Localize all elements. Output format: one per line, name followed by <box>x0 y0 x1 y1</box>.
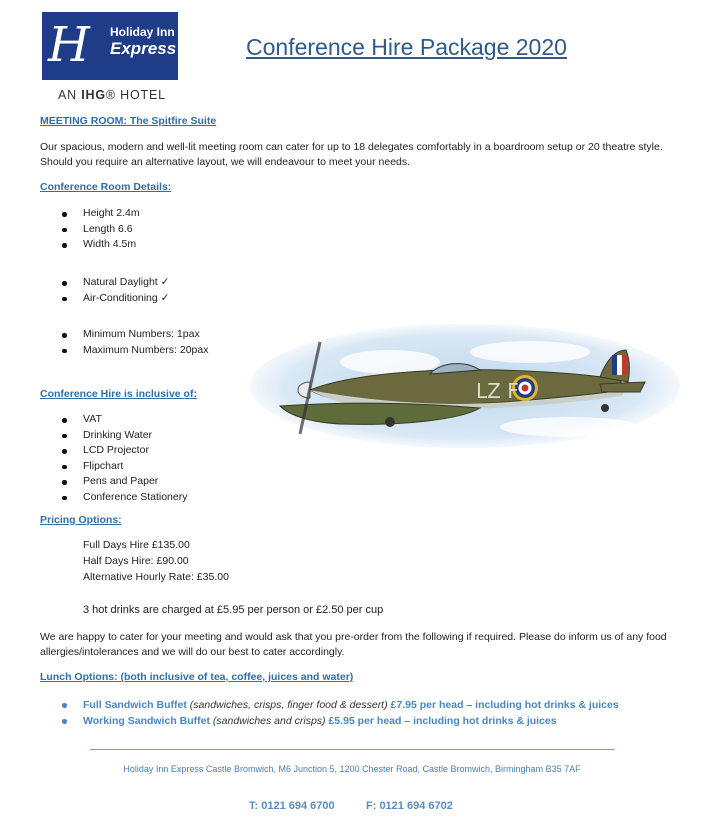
footer-telephone: T: 0121 694 6700 <box>249 800 335 812</box>
list-item: Air-Conditioning ✓ <box>62 291 169 307</box>
pricing-heading: Pricing Options: <box>40 514 122 526</box>
ihg-tagline: AN IHG® HOTEL <box>58 88 166 102</box>
footer-divider <box>90 749 615 750</box>
meeting-room-description: Our spacious, modern and well-lit meeting room can cater for up to 18 delegates comfortably in a boardroom setup or 20 theatre style. Should you require an alternative layout, we will endeavour to meet your needs. <box>40 141 663 168</box>
logo-line1: Holiday Inn <box>110 25 175 39</box>
meeting-room-heading: MEETING ROOM: The Spitfire Suite <box>40 115 217 127</box>
hot-drinks-note: 3 hot drinks are charged at £5.95 per person or £2.50 per cup <box>83 604 384 616</box>
list-item: Height 2.4m <box>62 206 140 222</box>
room-details-heading: Conference Room Details: <box>40 181 172 193</box>
lunch-heading: Lunch Options: (both inclusive of tea, coffee, juices and water) <box>40 671 354 683</box>
logo-line2: Express <box>110 39 177 58</box>
list-item: Maximum Numbers: 20pax <box>62 343 208 359</box>
lunch-option: Working Sandwich Buffet (sandwiches and crisps) £5.95 per head – including hot drinks & juices <box>62 713 619 729</box>
aircraft-marking: LZ F <box>476 379 519 403</box>
price-line: Half Days Hire: £90.00 <box>83 555 189 567</box>
list-item: Flipchart <box>62 459 187 475</box>
inclusive-list <box>62 412 187 505</box>
list-item: Width 4.5m <box>62 237 140 253</box>
dimensions-list <box>62 206 140 253</box>
footer-fax: F: 0121 694 6702 <box>366 800 453 812</box>
lunch-option: Full Sandwich Buffet (sandwiches, crisps, finger food & dessert) £7.95 per head – including hot drinks & juices <box>62 697 619 713</box>
price-line: Full Days Hire £135.00 <box>83 539 190 551</box>
numbers-list <box>62 327 208 358</box>
features-list <box>62 275 169 306</box>
list-item: Length 6.6 <box>62 222 140 238</box>
footer-address: Holiday Inn Express Castle Bromwich, M6 Junction 5, 1200 Chester Road, Castle Bromwich, Birmingham B35 7AF <box>123 764 581 774</box>
logo-h-icon: H <box>48 17 90 73</box>
list-item: Minimum Numbers: 1pax <box>62 327 208 343</box>
hotel-logo <box>42 12 178 80</box>
list-item: Conference Stationery <box>62 490 187 506</box>
price-line: Alternative Hourly Rate: £35.00 <box>83 571 229 583</box>
list-item: Natural Daylight ✓ <box>62 275 169 291</box>
spitfire-illustration <box>240 322 680 450</box>
catering-note: We are happy to cater for your meeting and would ask that you pre-order from the following if required. Please do inform us of any food allergies/intolerances and we will do our best to cater accordingly. <box>40 631 667 658</box>
list-item: VAT <box>62 412 187 428</box>
list-item: LCD Projector <box>62 443 187 459</box>
list-item: Pens and Paper <box>62 474 187 490</box>
page-title: Conference Hire Package 2020 <box>246 34 567 60</box>
inclusive-heading: Conference Hire is inclusive of: <box>40 388 197 400</box>
lunch-options-list <box>62 697 619 729</box>
list-item: Drinking Water <box>62 428 187 444</box>
